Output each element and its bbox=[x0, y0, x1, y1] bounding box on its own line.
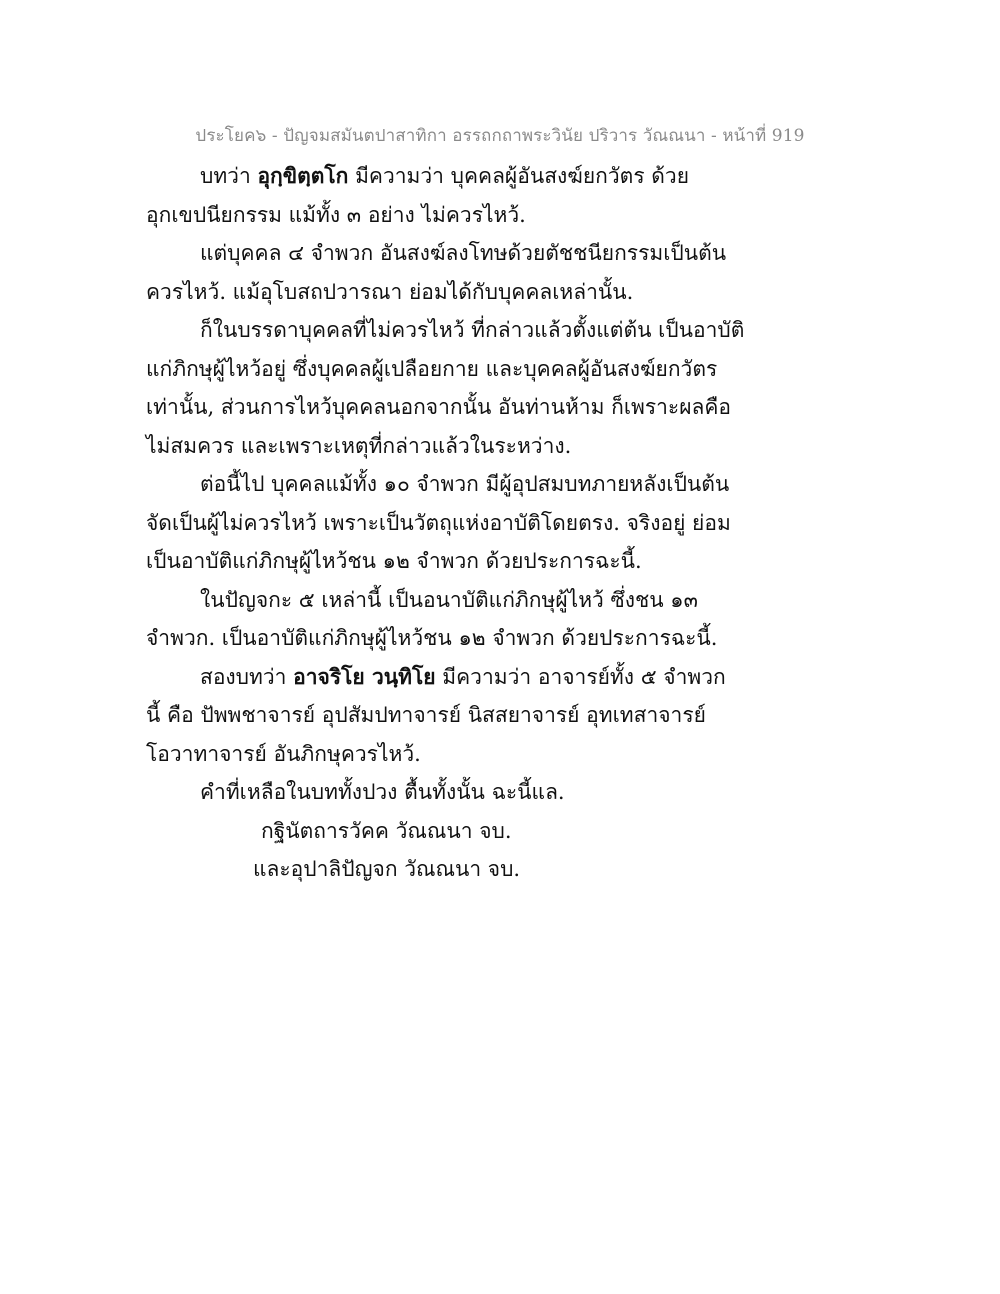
text-span: สองบทว่า bbox=[200, 664, 294, 689]
text-line bbox=[146, 658, 726, 697]
text-line: อุกเขปนียกรรม แม้ทั้ง ๓ อย่าง ไม่ควรไหว้. bbox=[146, 202, 526, 227]
text-span: มีความว่า อาจารย์ทั้ง ๕ จำพวก bbox=[435, 664, 726, 689]
text-span: มีความว่า บุคคลผู้อันสงฆ์ยกวัตร ด้วย bbox=[348, 164, 690, 188]
text-line: เท่านั้น, ส่วนการไหว้บุคคลนอกจากนั้น อันท่านห้าม ก็เพราะผลคือ bbox=[146, 395, 732, 419]
text-line: คำที่เหลือในบททั้งปวง ตื้นทั้งนั้น ฉะนี้แล. bbox=[200, 780, 565, 804]
text-line: โอวาทาจารย์ อันภิกษุควรไหว้. bbox=[146, 741, 421, 766]
text-line: ต่อนี้ไป บุคคลแม้ทั้ง ๑๐ จำพวก มีผู้อุปสมบทภายหลังเป็นต้น bbox=[200, 472, 730, 496]
text-line: นี้ คือ ปัพพชาจารย์ อุปสัมปทาจารย์ นิสสยาจารย์ อุทเทสาจารย์ bbox=[146, 703, 706, 727]
bold-term: อาจริโย วนฺทิโย bbox=[293, 663, 436, 689]
text-line: เป็นอาบัติแก่ภิกษุผู้ไหว้ชน ๑๒ จำพวก ด้วยประการฉะนี้. bbox=[146, 549, 642, 573]
closing-line: กฐินัตถารวัคค วัณณนา จบ. bbox=[261, 818, 512, 843]
text-line: ในปัญจกะ ๕ เหล่านี้ เป็นอนาบัติแก่ภิกษุผู้ไหว้ ซึ่งชน ๑๓ bbox=[200, 587, 698, 612]
text-line bbox=[146, 157, 706, 196]
text-line: จัดเป็นผู้ไม่ควรไหว้ เพราะเป็นวัตถุแห่งอาบัติโดยตรง. จริงอยู่ ย่อม bbox=[146, 510, 731, 535]
text-line: ควรไหว้. แม้อุโบสถปวารณา ย่อมได้กับบุคคลเหล่านั้น. bbox=[146, 279, 634, 304]
text-line: แก่ภิกษุผู้ไหว้อยู่ ซึ่งบุคคลผู้เปลือยกาย และบุคคลผู้อันสงฆ์ยกวัตร bbox=[146, 356, 718, 381]
text-line: แต่บุคคล ๔ จำพวก อันสงฆ์ลงโทษด้วยตัชชนียกรรมเป็นต้น bbox=[200, 241, 727, 265]
text-span: บทว่า bbox=[200, 164, 258, 188]
page-header: ประโยค๖ - ปัญจมสมันตปาสาทิกา อรรถกถาพระวินัย ปริวาร วัณณนา - หน้าที่ 919 bbox=[195, 126, 805, 146]
text-line: ไม่สมควร และเพราะเหตุที่กล่าวแล้วในระหว่าง. bbox=[146, 433, 572, 458]
closing-line: และอุปาลิปัญจก วัณณนา จบ. bbox=[253, 857, 521, 881]
text-line: ก็ในบรรดาบุคคลที่ไม่ควรไหว้ ที่กล่าวแล้วตั้งแต่ต้น เป็นอาบัติ bbox=[200, 318, 745, 342]
text-line: จำพวก. เป็นอาบัติแก่ภิกษุผู้ไหว้ชน ๑๒ จำพวก ด้วยประการฉะนี้. bbox=[146, 626, 718, 650]
body-text bbox=[146, 157, 745, 889]
bold-term: อุกฺขิตฺตโก bbox=[257, 163, 349, 188]
